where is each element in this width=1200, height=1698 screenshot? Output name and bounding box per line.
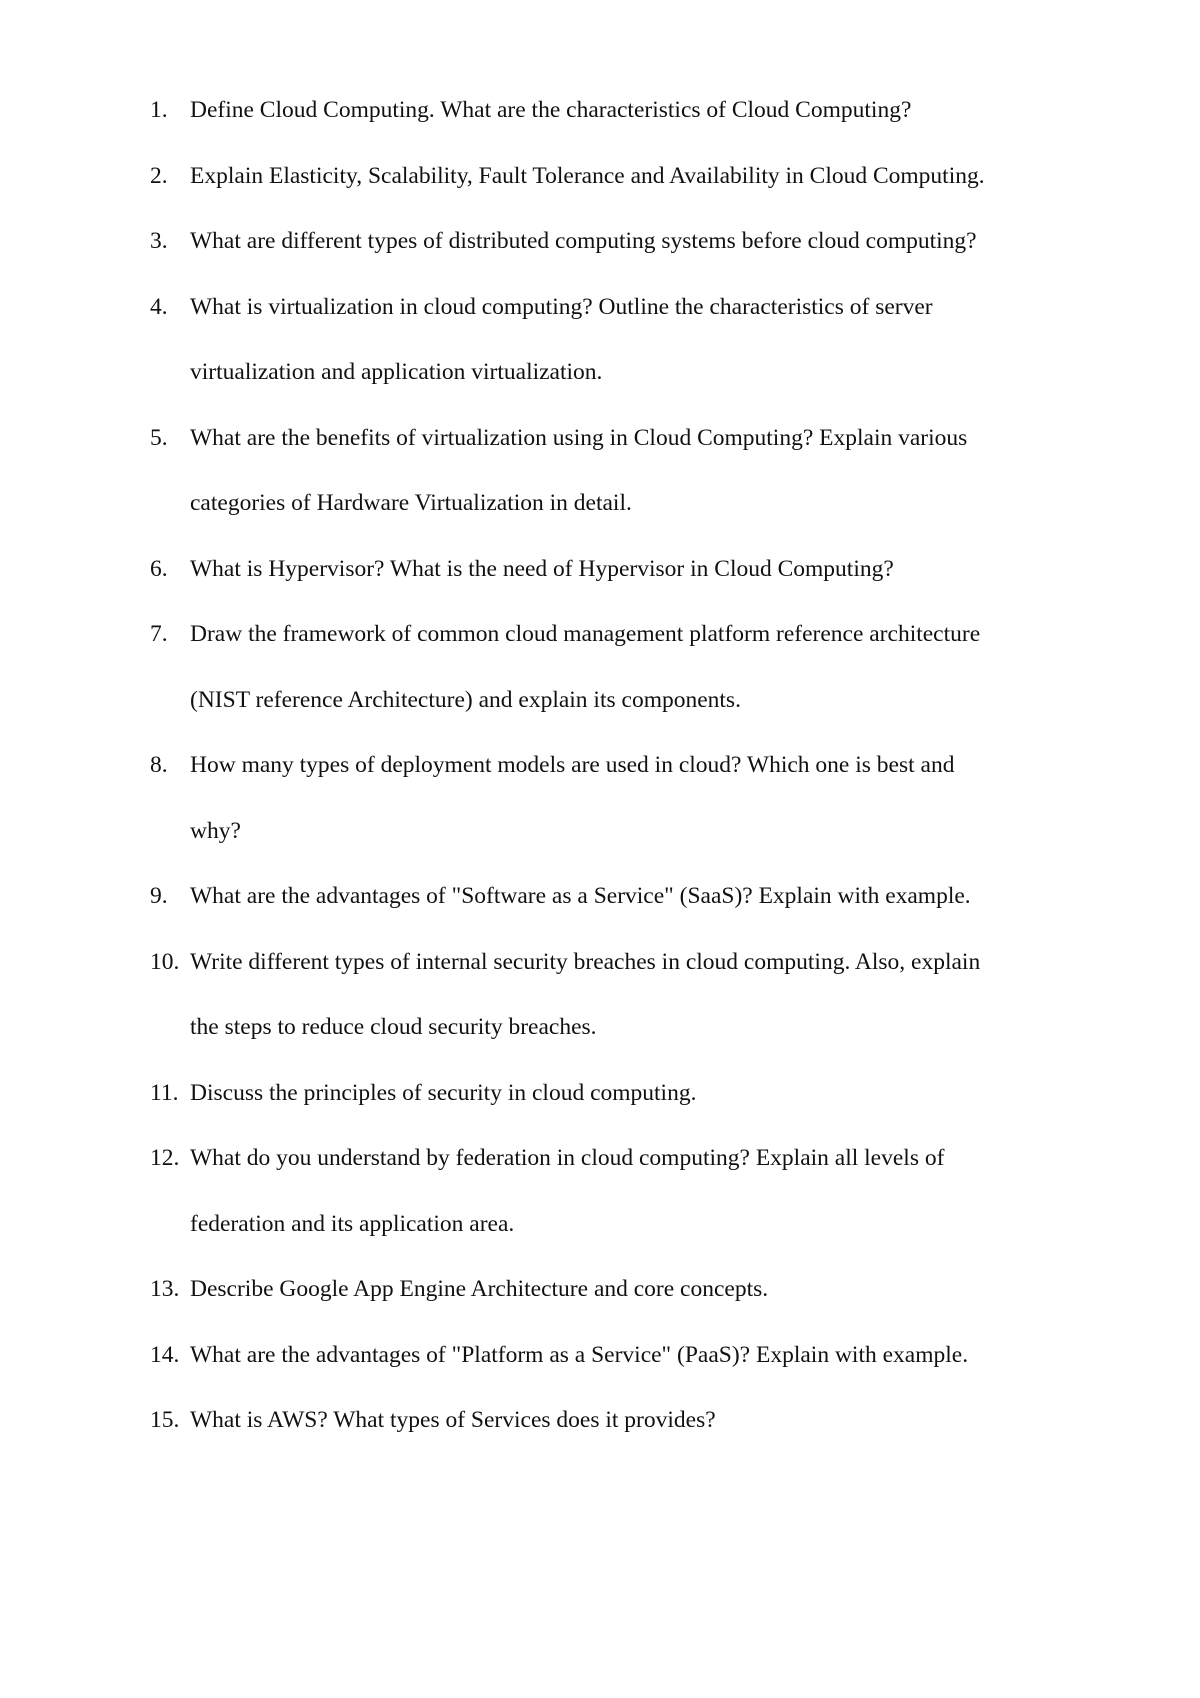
question-number: 10. — [150, 948, 180, 975]
question-item — [150, 1323, 1160, 1389]
question-line: What is virtualization in cloud computing? Outline the characteristics of server — [190, 293, 933, 320]
question-text — [190, 1323, 1160, 1389]
question-line: Write different types of internal security breaches in cloud computing. Also, explain — [190, 948, 981, 975]
question-text — [190, 930, 1160, 1061]
question-item — [150, 537, 1160, 603]
question-number: 13. — [150, 1276, 180, 1302]
question-text — [190, 406, 1160, 537]
question-number: 1. — [150, 97, 168, 123]
question-item — [150, 930, 1160, 1061]
question-number: 14. — [150, 1341, 180, 1368]
question-line: What is AWS? What types of Services does it provides? — [190, 1407, 716, 1433]
question-item — [150, 1061, 1160, 1127]
question-number: 3. — [150, 228, 168, 254]
question-text — [190, 1126, 1160, 1257]
question-number: 2. — [150, 162, 168, 189]
question-item — [150, 733, 1160, 864]
question-line: Define Cloud Computing. What are the characteristics of Cloud Computing? — [190, 97, 912, 123]
question-number: 8. — [150, 752, 168, 778]
question-line: What are different types of distributed computing systems before cloud computing? — [190, 228, 977, 254]
question-text — [190, 275, 1160, 406]
question-list — [150, 78, 1160, 1454]
question-line: What are the advantages of "Software as a Service" (SaaS)? Explain with example. — [190, 883, 971, 909]
question-number: 6. — [150, 555, 168, 582]
question-text — [190, 78, 1160, 144]
question-item — [150, 275, 1160, 406]
question-line: What is Hypervisor? What is the need of Hypervisor in Cloud Computing? — [190, 555, 894, 582]
question-line: Describe Google App Engine Architecture and core concepts. — [190, 1276, 769, 1302]
question-item — [150, 406, 1160, 537]
question-text — [190, 733, 1160, 864]
question-text — [190, 602, 1160, 733]
question-number: 7. — [150, 621, 168, 647]
question-item — [150, 602, 1160, 733]
question-text — [190, 209, 1160, 275]
question-line: How many types of deployment models are used in cloud? Which one is best and — [190, 752, 955, 778]
question-item — [150, 1257, 1160, 1323]
question-item — [150, 1388, 1160, 1454]
question-text — [190, 537, 1160, 603]
question-item — [150, 209, 1160, 275]
question-number: 5. — [150, 424, 168, 451]
question-text — [190, 144, 1160, 210]
question-line: What do you understand by federation in cloud computing? Explain all levels of — [190, 1145, 945, 1171]
question-number: 4. — [150, 293, 168, 320]
question-line: why? — [190, 817, 241, 844]
question-text — [190, 1257, 1160, 1323]
question-item — [150, 144, 1160, 210]
question-line: Draw the framework of common cloud management platform reference architecture — [190, 621, 981, 647]
question-line: virtualization and application virtualization. — [190, 359, 603, 385]
question-item — [150, 1126, 1160, 1257]
question-text — [190, 1388, 1160, 1454]
question-line: Discuss the principles of security in cloud computing. — [190, 1079, 697, 1106]
question-number: 15. — [150, 1407, 180, 1433]
question-number: 12. — [150, 1145, 180, 1171]
question-item — [150, 864, 1160, 930]
question-number: 9. — [150, 883, 168, 909]
question-text — [190, 864, 1160, 930]
question-line: Explain Elasticity, Scalability, Fault Tolerance and Availability in Cloud Computing. — [190, 162, 985, 189]
question-line: (NIST reference Architecture) and explain its components. — [190, 686, 741, 713]
question-line: What are the benefits of virtualization using in Cloud Computing? Explain various — [190, 424, 968, 451]
question-text — [190, 1061, 1160, 1127]
question-line: federation and its application area. — [190, 1210, 515, 1237]
question-line: What are the advantages of "Platform as a Service" (PaaS)? Explain with example. — [190, 1341, 969, 1368]
question-number: 11. — [150, 1079, 179, 1106]
question-line: the steps to reduce cloud security breaches. — [190, 1014, 597, 1040]
question-line: categories of Hardware Virtualization in detail. — [190, 490, 632, 516]
question-item — [150, 78, 1160, 144]
